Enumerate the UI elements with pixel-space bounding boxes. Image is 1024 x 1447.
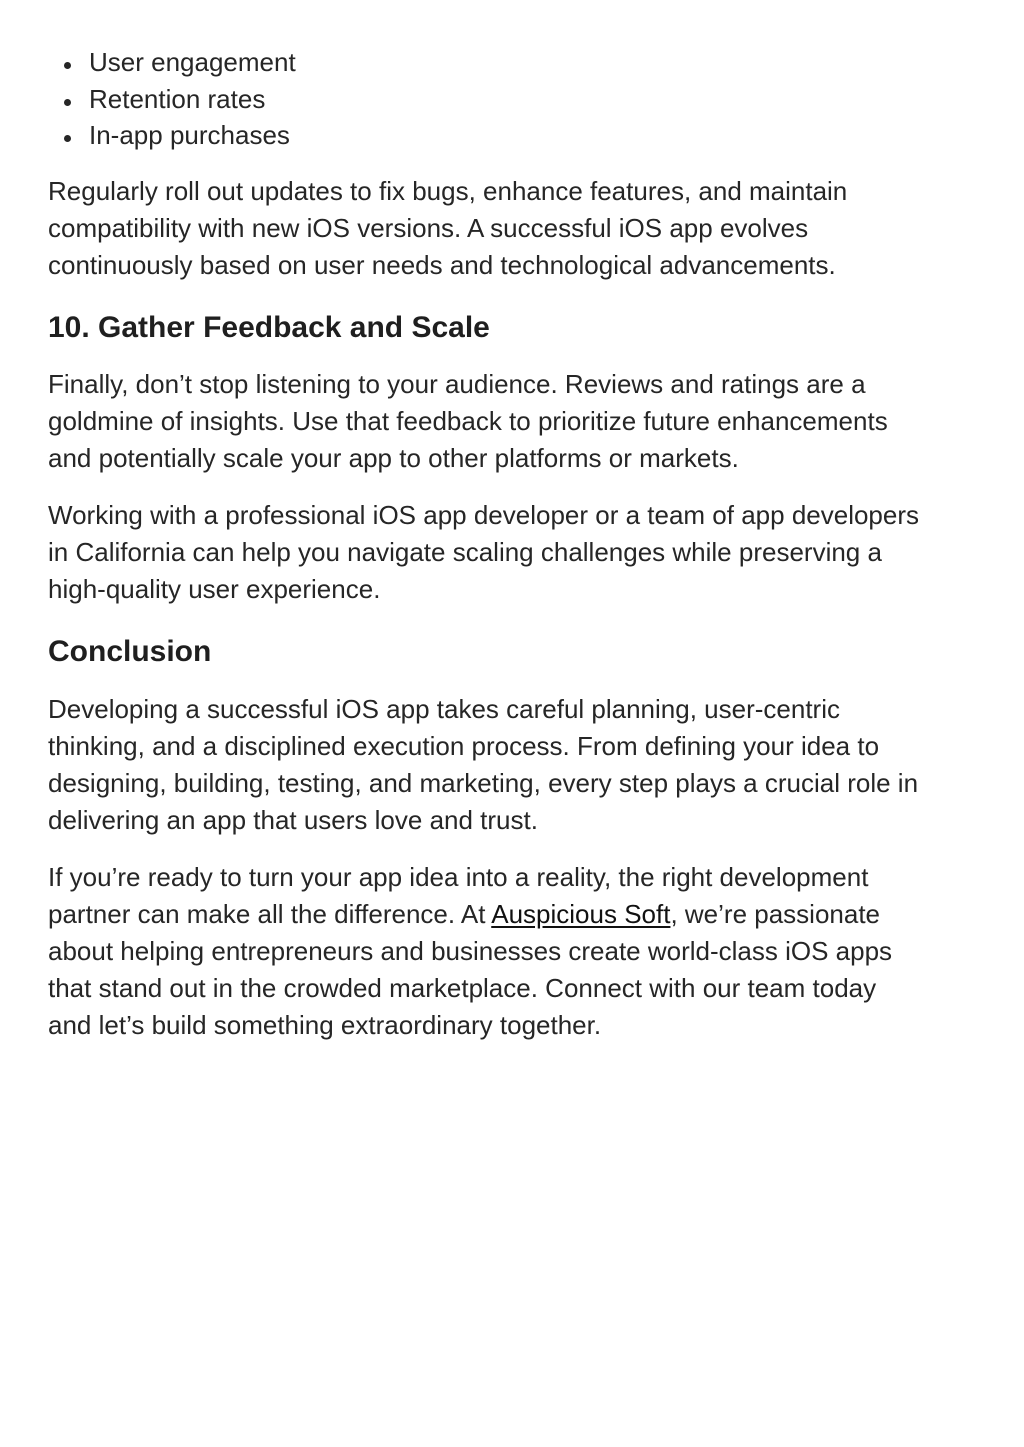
metrics-bullet-list <box>48 44 988 154</box>
text-fragment: partner can make all the difference. At <box>48 898 492 929</box>
text-line: about helping entrepreneurs and businesses create world-class iOS apps <box>48 935 893 966</box>
text-line: Developing a successful iOS app takes careful planning, user-centric <box>48 693 840 724</box>
text-line: that stand out in the crowded marketplace. Connect with our team today <box>48 972 877 1003</box>
text-line: and let’s build something extraordinary together. <box>48 1009 602 1040</box>
text-line: designing, building, testing, and marketing, every step plays a crucial role in <box>48 767 919 798</box>
text-line: delivering an app that users love and trust. <box>48 804 538 835</box>
bullet-item <box>48 117 988 154</box>
text-line: goldmine of insights. Use that feedback to prioritize future enhancements <box>48 405 888 436</box>
text-line: Finally, don’t stop listening to your audience. Reviews and ratings are a <box>48 368 866 399</box>
updates-paragraph <box>48 173 988 284</box>
auspicious-soft-link[interactable]: Auspicious Soft <box>491 898 671 929</box>
text-line: high-quality user experience. <box>48 573 381 604</box>
bullet-text: In-app purchases <box>89 120 290 150</box>
document-page <box>48 44 988 1044</box>
bullet-text: Retention rates <box>89 83 266 114</box>
bullet-text: User engagement <box>89 47 296 77</box>
section-heading-conclusion: Conclusion <box>48 634 212 668</box>
bullet-item <box>48 81 988 118</box>
bullet-item <box>48 44 988 81</box>
text-line: Working with a professional iOS app developer or a team of app developers <box>48 499 920 530</box>
text-fragment: , we’re passionate <box>670 898 881 929</box>
text-line: thinking, and a disciplined execution process. From defining your idea to <box>48 730 880 761</box>
cta-paragraph <box>48 859 988 1044</box>
conclusion-paragraph <box>48 691 988 839</box>
bullet-dot-icon <box>64 135 71 142</box>
text-line: Regularly roll out updates to fix bugs, enhance features, and maintain <box>48 175 848 206</box>
text-line: in California can help you navigate scaling challenges while preserving a <box>48 536 882 567</box>
text-line-with-link <box>48 896 988 933</box>
text-line: If you’re ready to turn your app idea into a reality, the right development <box>48 861 869 892</box>
working-paragraph <box>48 497 988 608</box>
bullet-dot-icon <box>64 99 71 106</box>
text-line: continuously based on user needs and technological advancements. <box>48 249 836 280</box>
section-heading-feedback: 10. Gather Feedback and Scale <box>48 310 490 344</box>
text-line: and potentially scale your app to other platforms or markets. <box>48 442 739 473</box>
text-line: compatibility with new iOS versions. A successful iOS app evolves <box>48 212 809 243</box>
feedback-paragraph <box>48 366 988 477</box>
bullet-dot-icon <box>64 62 71 69</box>
